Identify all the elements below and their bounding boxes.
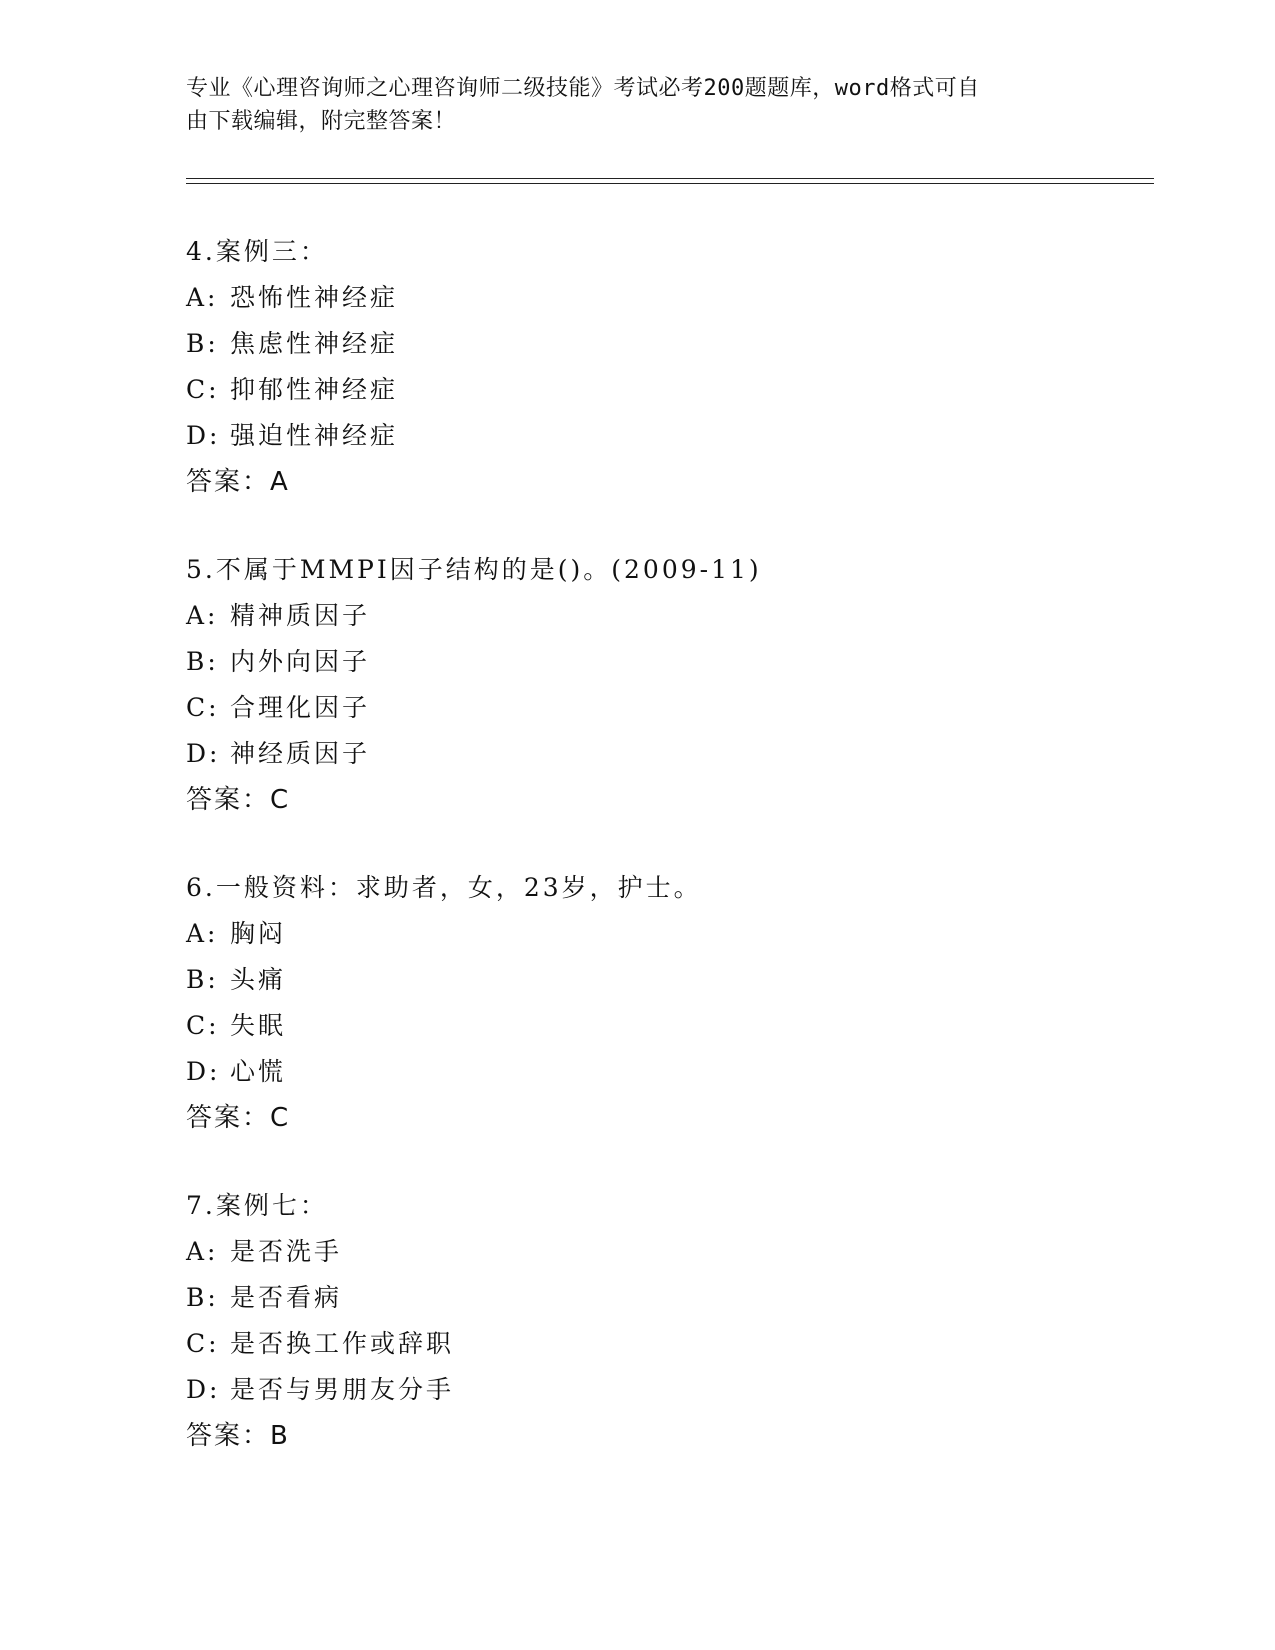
answer-line: 答案：B: [186, 1421, 290, 1451]
option-text: 精神质因子: [230, 601, 371, 630]
option-letter: B:: [186, 647, 219, 676]
header-divider-top: [186, 178, 1154, 179]
option-text: 是否与男朋友分手: [230, 1375, 455, 1404]
option-letter: A:: [186, 1237, 219, 1266]
option-text: 焦虑性神经症: [230, 329, 399, 358]
option-text: 胸闷: [230, 919, 287, 948]
option-letter: D:: [186, 1057, 221, 1086]
option-letter: B:: [186, 1283, 219, 1312]
option-a: [186, 1229, 1086, 1275]
question-block: [186, 1183, 1086, 1459]
question-title: 7.案例七：: [186, 1191, 328, 1220]
option-c: [186, 1003, 1086, 1049]
option-c: [186, 685, 1086, 731]
header-line-2: 由下载编辑，附完整答案！: [186, 109, 457, 134]
option-text: 强迫性神经症: [230, 421, 399, 450]
question-title: 5.不属于MMPI因子结构的是()。(2009-11): [186, 555, 762, 584]
option-text: 抑郁性神经症: [230, 375, 399, 404]
option-a: [186, 911, 1086, 957]
option-text: 内外向因子: [230, 647, 371, 676]
option-text: 失眠: [230, 1011, 287, 1040]
option-text: 是否洗手: [230, 1237, 343, 1266]
option-text: 心慌: [230, 1057, 287, 1086]
answer-line: 答案：C: [186, 1103, 291, 1133]
option-c: [186, 1321, 1086, 1367]
option-letter: A:: [186, 283, 219, 312]
option-b: [186, 321, 1086, 367]
option-text: 是否换工作或辞职: [230, 1329, 455, 1358]
option-letter: A:: [186, 919, 219, 948]
option-text: 神经质因子: [230, 739, 371, 768]
option-text: 合理化因子: [230, 693, 371, 722]
question-block: [186, 865, 1086, 1141]
question-title: 6.一般资料：求助者，女，23岁，护士。: [186, 873, 702, 902]
answer-line: 答案：A: [186, 467, 290, 497]
option-b: [186, 957, 1086, 1003]
option-letter: B:: [186, 965, 219, 994]
option-letter: C:: [186, 1011, 220, 1040]
option-d: [186, 731, 1086, 777]
option-d: [186, 1367, 1086, 1413]
header-line-1: 专业《心理咨询师之心理咨询师二级技能》考试必考200题题库，word格式可自: [186, 76, 980, 101]
option-a: [186, 275, 1086, 321]
question-block: [186, 229, 1086, 505]
option-text: 是否看病: [230, 1283, 343, 1312]
question-title: 4.案例三：: [186, 237, 328, 266]
answer-line: 答案：C: [186, 785, 291, 815]
option-letter: D:: [186, 421, 221, 450]
option-letter: C:: [186, 693, 220, 722]
option-b: [186, 639, 1086, 685]
header-divider-bottom: [186, 183, 1154, 184]
option-d: [186, 413, 1086, 459]
document-header: [186, 72, 1076, 138]
option-letter: D:: [186, 1375, 221, 1404]
option-letter: A:: [186, 601, 219, 630]
question-block: [186, 547, 1086, 823]
option-c: [186, 367, 1086, 413]
option-d: [186, 1049, 1086, 1095]
option-b: [186, 1275, 1086, 1321]
option-letter: B:: [186, 329, 219, 358]
option-text: 恐怖性神经症: [230, 283, 399, 312]
option-letter: C:: [186, 375, 220, 404]
option-letter: C:: [186, 1329, 220, 1358]
option-a: [186, 593, 1086, 639]
option-letter: D:: [186, 739, 221, 768]
option-text: 头痛: [230, 965, 287, 994]
